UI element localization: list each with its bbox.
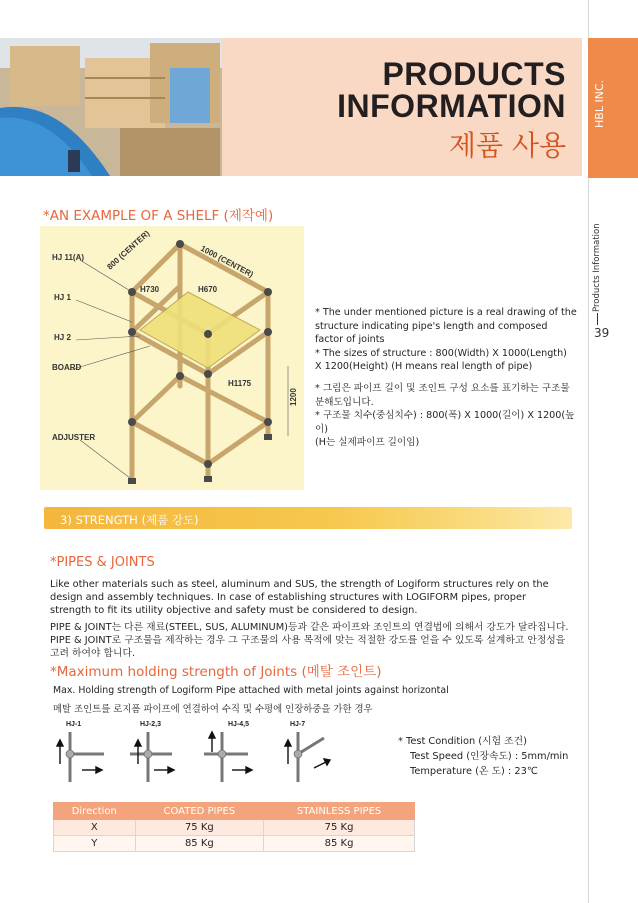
strength-paragraph-korean: PIPE & JOINT는 다른 재료(STEEL, SUS, ALUMINUM)등과 같은 파이프와 조인트의 연결법에 의해서 강도가 달라집니다. PIPE & JOINT로 구조물을 제작하는 경우 그 구조물의 사용 목적에 맞는 적절한 강도를 얻을 수 있도록 설계하고 안정성을 고려 하여야 합니다. (50, 622, 569, 659)
note-line: * The under mentioned picture is a real drawing of the (315, 307, 577, 318)
shelf-note-korean (315, 382, 587, 450)
diagram-label: H1175 (228, 379, 252, 388)
test-temperature: Temperature (온 도) : 23℃ (410, 766, 538, 777)
diagram-label: H670 (198, 285, 218, 294)
note-line: 분해도입니다. (315, 396, 374, 408)
page-number: 39 (594, 326, 610, 340)
max-holding-title: *Maximum holding strength of Joints (메탈 조인트) (50, 664, 382, 680)
test-condition-title: * Test Condition (시험 조건) (398, 736, 527, 747)
page-title-korean: 제품 사용 (448, 129, 566, 162)
shelf-example-title: *AN EXAMPLE OF A SHELF (제작예) (43, 208, 274, 224)
diagram-label: HJ 2 (54, 333, 71, 342)
test-speed: Test Speed (인장속도) : 5mm/min (410, 751, 569, 762)
test-condition (398, 734, 568, 779)
joint-label: HJ-7 (290, 721, 306, 728)
note-line: X 1200(Height) (H means real length of pipe) (315, 361, 533, 373)
diagram-label: 1200 (289, 388, 298, 406)
note-line: (H는 실제파이프 길이임) (315, 437, 420, 449)
diagram-label: HJ 1 (54, 293, 71, 302)
diagram-label: HJ 11(A) (52, 253, 85, 262)
note-line: factor of joints (315, 334, 385, 346)
shelf-diagram (40, 226, 304, 490)
diagram-label: ADJUSTER (52, 433, 96, 442)
table-cell: X (54, 820, 136, 836)
table-cell: 75 Kg (264, 820, 415, 836)
side-tab-label: HBL INC. (593, 79, 606, 128)
table-row (54, 820, 415, 836)
table-cell: 85 Kg (264, 836, 415, 852)
note-line: * 구조물 치수(중심치수) : 800(폭) X 1000(길이) X 1200(높이) (315, 410, 575, 435)
column-header: Direction (54, 803, 136, 820)
table-row (54, 836, 415, 852)
pipes-joints-title: *PIPES & JOINTS (50, 555, 155, 570)
joint-label: HJ-1 (66, 721, 82, 728)
side-marker (597, 313, 598, 325)
table-header-row (54, 803, 415, 820)
warehouse-photo (0, 38, 222, 176)
note-line: * 그림은 파이프 길이 및 조인트 구성 요소를 표기하는 구조물 (315, 383, 570, 394)
table-cell: 75 Kg (135, 820, 264, 836)
table-cell: Y (54, 836, 136, 852)
page-title-line1: PRODUCTS (382, 56, 566, 92)
strength-paragraph-english: Like other materials such as steel, aluminum and SUS, the strength of Logiform structures rely on the design and assembly techniques. In case of establishing structures with LOGIFORM pipes, proper strength to fit its utility objective and safety must be considered to design. (50, 579, 549, 616)
note-line: * The sizes of structure : 800(Width) X 1000(Length) (315, 347, 567, 359)
column-header: COATED PIPES (135, 803, 264, 820)
side-section-label: Products Information (592, 223, 602, 312)
table-cell: 85 Kg (135, 836, 264, 852)
column-header: STAINLESS PIPES (264, 803, 415, 820)
diagram-label: H730 (140, 285, 160, 294)
joint-label: HJ-2,3 (140, 721, 162, 728)
section-heading: 3) STRENGTH (제품 강도) (60, 513, 199, 527)
max-holding-english: Max. Holding strength of Logiform Pipe attached with metal joints against horizontal (53, 685, 449, 696)
shelf-note-english (315, 306, 587, 374)
note-line: structure indicating pipe's length and composed (315, 320, 548, 332)
joint-test-figures (52, 718, 342, 786)
diagram-label: 1000 (CENTER) (199, 243, 255, 280)
joint-label: HJ-4,5 (228, 721, 250, 728)
diagram-label: 800 (CENTER) (105, 228, 152, 272)
max-holding-korean: 메탈 조인트를 로지폼 파이프에 연결하여 수직 및 수평에 인장하중을 가한 경우 (53, 704, 373, 715)
holding-strength-table (53, 802, 415, 852)
diagram-label: BOARD (52, 363, 82, 372)
page-title-line2: INFORMATION (337, 88, 566, 124)
